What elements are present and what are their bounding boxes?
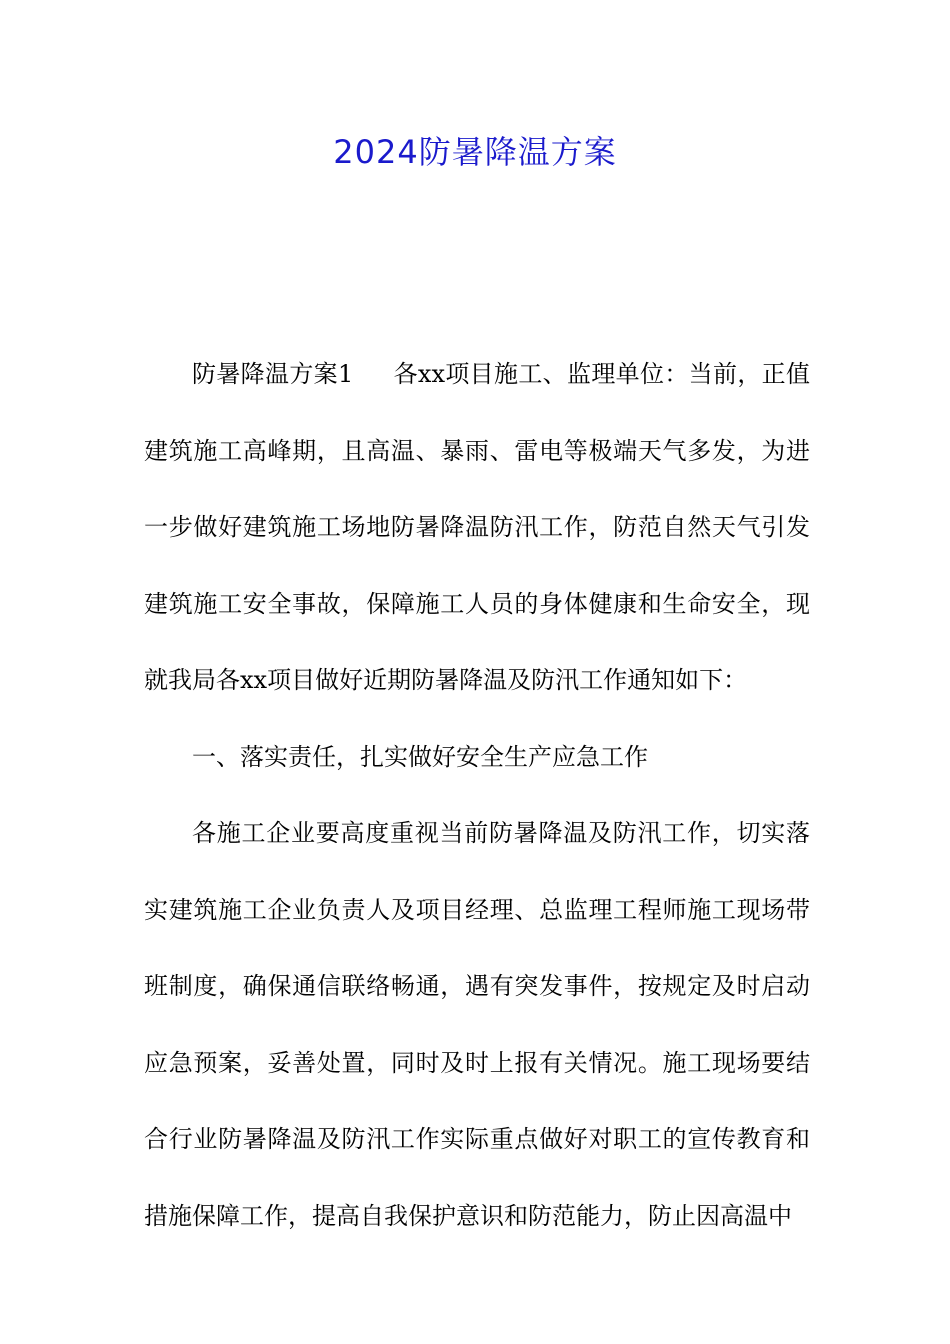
intro-paragraph <box>144 336 810 719</box>
section-1-body: 各施工企业要高度重视当前防暑降温及防汛工作，切实落实建筑施工企业负责人及项目经理、总监理工程师施工现场带班制度，确保通信联络畅通，遇有突发事件，按规定及时启动应急预案，妥善处置，同时及时上报有关情况。施工现场要结合行业防暑降温及防汛工作实际重点做好对职工的宣传教育和措施保障工作，提高自我保护意识和防范能力，防止因高温中 <box>144 819 810 1230</box>
section-1-heading: 一、落实责任，扎实做好安全生产应急工作 <box>192 742 648 771</box>
intro-heading: 防暑降温方案1 <box>192 360 354 388</box>
intro-text: 各xx项目施工、监理单位：当前，正值建筑施工高峰期，且高温、暴雨、雷电等极端天气多发，为进一步做好建筑施工场地防暑降温防汛工作，防范自然天气引发建筑施工安全事故，保障施工人员的身体健康和生命安全，现就我局各xx项目做好近期防暑降温及防汛工作通知如下： <box>144 360 810 694</box>
document-body <box>144 336 810 1254</box>
document-title: 2024防暑降温方案 <box>333 133 617 171</box>
